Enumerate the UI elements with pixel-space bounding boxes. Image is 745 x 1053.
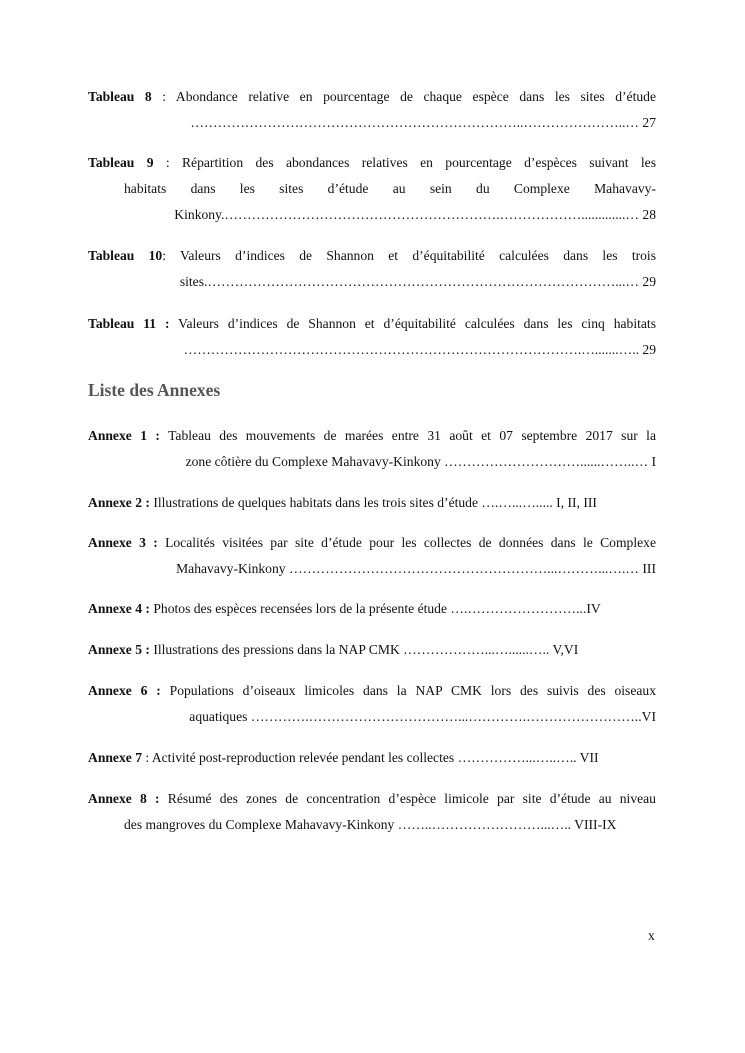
entry-leader-line: Mahavavy-Kinkony …………………………………………………...………...….… III bbox=[176, 561, 656, 576]
toc-entry-tableau-11 bbox=[88, 311, 656, 363]
toc-entry-annexe-3 bbox=[88, 530, 656, 582]
entry-line bbox=[88, 786, 656, 812]
section-heading-annexes: Liste des Annexes bbox=[88, 380, 221, 400]
entry-label: Annexe 4 : bbox=[88, 601, 150, 616]
toc-entry-tableau-10 bbox=[88, 243, 656, 295]
entry-line bbox=[88, 311, 656, 337]
entry-label: Annexe 2 : bbox=[88, 495, 150, 510]
entry-label: Tableau 11 : bbox=[88, 316, 170, 331]
entry-label: Annexe 1 : bbox=[88, 428, 160, 443]
entry-text: : Abondance relative en pourcentage de chaque espèce dans les sites d’étude bbox=[151, 89, 656, 104]
entry-leader-line: des mangroves du Complexe Mahavavy-Kinkony ……..……………………...….. VIII-IX bbox=[124, 817, 617, 832]
entry-text: Photos des espèces recensées lors de la présente étude ….……………………...IV bbox=[149, 601, 601, 616]
toc-entry-annexe-1 bbox=[88, 423, 656, 475]
entry-line bbox=[88, 596, 656, 622]
entry-label: Annexe 8 : bbox=[88, 791, 160, 806]
entry-leader-line: sites.………………………………………………………………………………...… 29 bbox=[179, 274, 656, 289]
entry-text: Illustrations de quelques habitats dans les trois sites d’étude ….…...…..... I, II, III bbox=[149, 495, 597, 510]
entry-text: : Valeurs d’indices de Shannon et d’équitabilité calculées dans les trois bbox=[162, 248, 656, 263]
entry-leader-line: aquatiques ………….……………………………...………….……………………..VI bbox=[189, 709, 656, 724]
entry-text: Valeurs d’indices de Shannon et d’équitabilité calculées dans les cinq habitats bbox=[169, 316, 656, 331]
toc-entry-annexe-4 bbox=[88, 596, 656, 622]
toc-entry-tableau-9 bbox=[88, 150, 656, 228]
entry-line bbox=[88, 423, 656, 449]
entry-line bbox=[88, 490, 656, 516]
toc-entry-annexe-8 bbox=[88, 786, 656, 838]
entry-text: : Répartition des abondances relatives en pourcentage d’espèces suivant les bbox=[153, 155, 656, 170]
entry-line bbox=[88, 678, 656, 704]
toc-entry-tableau-8 bbox=[88, 84, 656, 136]
entry-leader-line: …………………………………………………………………………….….......….. 29 bbox=[183, 342, 656, 357]
entry-label: Annexe 3 : bbox=[88, 535, 158, 550]
entry-line bbox=[88, 84, 656, 110]
entry-leader-line: Kinkony.…………………………………………………….……………….............… 28 bbox=[174, 207, 656, 222]
entry-text: : Activité post-reproduction relevée pendant les collectes ……………...…..….. VII bbox=[142, 750, 599, 765]
entry-line bbox=[88, 243, 656, 269]
entry-label: Annexe 7 bbox=[88, 750, 142, 765]
entry-text: Résumé des zones de concentration d’espèce limicole par site d’étude au niveau bbox=[159, 791, 656, 806]
entry-label: Tableau 8 bbox=[88, 89, 152, 104]
page-number: x bbox=[648, 928, 655, 943]
entry-text: Populations d’oiseaux limicoles dans la NAP CMK lors des suivis des oiseaux bbox=[160, 683, 656, 698]
entry-line: habitats dans les sites d’étude au sein du Complexe Mahavavy- bbox=[124, 181, 656, 196]
entry-line bbox=[88, 530, 656, 556]
entry-label: Annexe 6 : bbox=[88, 683, 161, 698]
entry-leader-line: ………………………………………………………………..…………………..… 27 bbox=[190, 115, 656, 130]
entry-text: Illustrations des pressions dans la NAP CMK ………………...…......….. V,VI bbox=[149, 642, 579, 657]
entry-line bbox=[88, 745, 656, 771]
entry-label: Tableau 10 bbox=[88, 248, 163, 263]
entry-leader-line: zone côtière du Complexe Mahavavy-Kinkony …………………………......……..… I bbox=[185, 454, 656, 469]
entry-label: Annexe 5 : bbox=[88, 642, 150, 657]
entry-label: Tableau 9 bbox=[88, 155, 154, 170]
toc-entry-annexe-5 bbox=[88, 637, 656, 663]
entry-line bbox=[88, 150, 656, 176]
entry-text: Tableau des mouvements de marées entre 31 août et 07 septembre 2017 sur la bbox=[159, 428, 656, 443]
toc-entry-annexe-6 bbox=[88, 678, 656, 730]
toc-entry-annexe-7 bbox=[88, 745, 656, 771]
entry-line bbox=[88, 637, 656, 663]
toc-entry-annexe-2 bbox=[88, 490, 656, 516]
entry-text: Localités visitées par site d’étude pour les collectes de données dans le Complexe bbox=[157, 535, 656, 550]
